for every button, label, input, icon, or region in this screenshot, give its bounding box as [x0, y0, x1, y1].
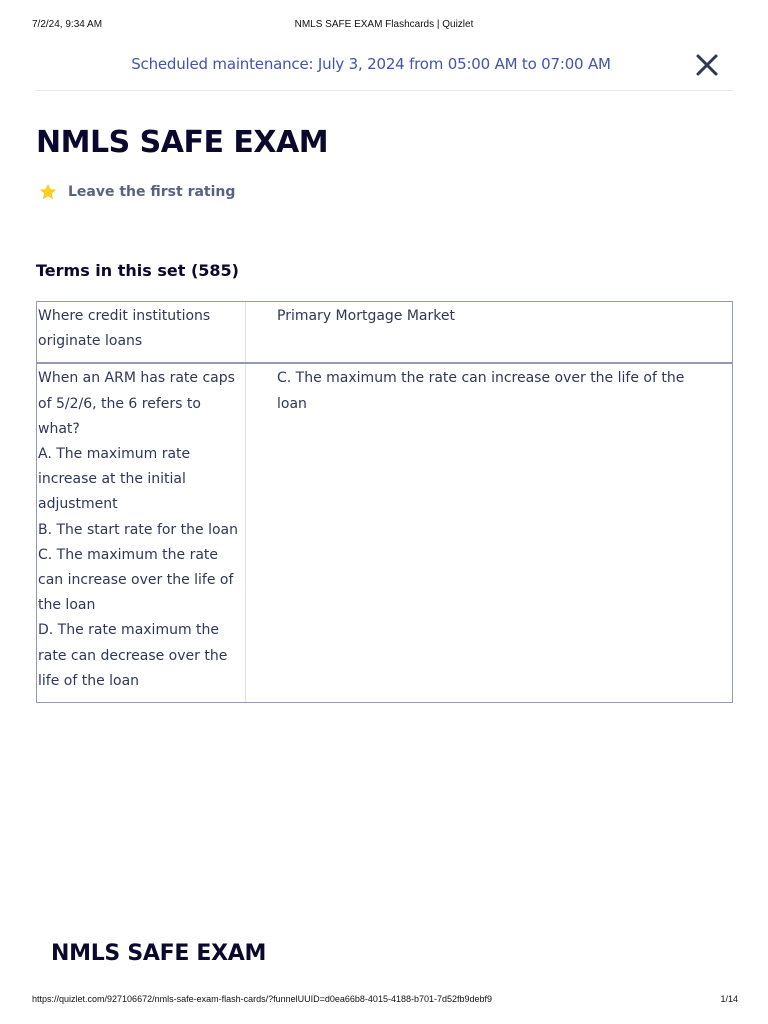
star-icon	[38, 182, 58, 202]
close-icon[interactable]	[693, 51, 721, 79]
terms-table	[36, 301, 733, 703]
table-row	[37, 302, 732, 364]
print-url: https://quizlet.com/927106672/nmls-safe-exam-flash-cards/?funnelUUID=d0ea66b8-4015-4188-b701-7d52fb9debf9	[32, 994, 493, 1004]
maintenance-message: Scheduled maintenance: July 3, 2024 from 05:00 AM to 07:00 AM	[131, 55, 611, 73]
term-cell: Where credit institutions originate loans	[37, 302, 246, 362]
page-number: 1/14	[720, 994, 738, 1004]
print-footer	[0, 994, 768, 1008]
terms-heading: Terms in this set (585)	[36, 261, 239, 280]
page-title: NMLS SAFE EXAM	[36, 125, 329, 160]
definition-cell: Primary Mortgage Market	[277, 308, 455, 324]
definition-cell: C. The maximum the rate can increase over the life of the loan	[277, 370, 685, 412]
rating-label: Leave the first rating	[68, 184, 236, 200]
section-title: NMLS SAFE EXAM	[51, 941, 267, 966]
maintenance-banner	[36, 42, 733, 91]
print-datetime: 7/2/24, 9:34 AM	[32, 19, 103, 30]
print-header	[0, 19, 768, 33]
print-document-title: NMLS SAFE EXAM Flashcards | Quizlet	[294, 19, 474, 30]
rating-button[interactable]	[38, 181, 235, 203]
term-cell: When an ARM has rate caps of 5/2/6, the 6 refers to what? A. The maximum rate increase at the initial adjustment B. The start rate for the loan C. The maximum the rate can increase over the life of the loan D. The rate maximum the rate can decrease over the life of the loan	[37, 364, 246, 702]
table-row	[37, 364, 732, 702]
